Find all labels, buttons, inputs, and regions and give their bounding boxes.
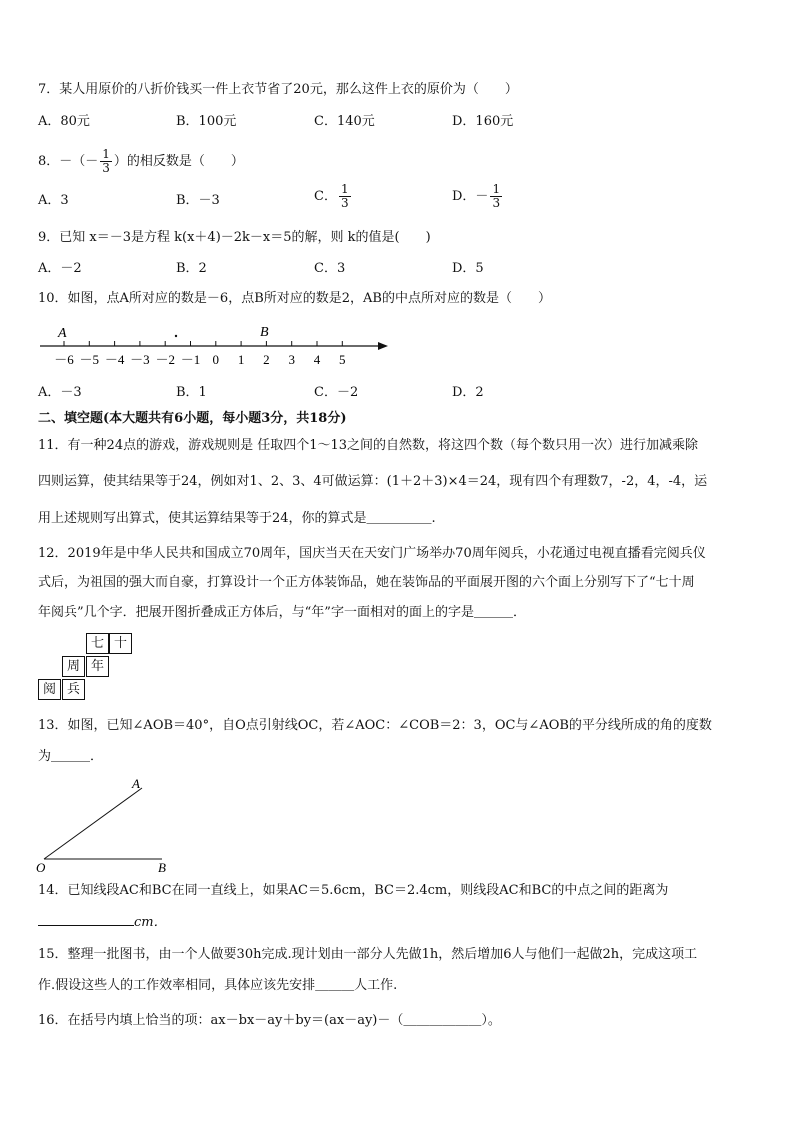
q14-answer-blank: [38, 913, 134, 926]
q16-line1: 16．在括号内填上恰当的项：ax－bx－ay＋by＝(ax－ay)－（＿＿＿＿＿＿）。: [38, 1013, 501, 1028]
number-line-tick-label: 2: [263, 352, 270, 367]
q7-stem: 7．某人用原价的八折价钱买一件上衣节省了20元，那么这件上衣的原价为（ ）: [38, 82, 518, 97]
number-line-ticks: [54, 341, 345, 367]
number-line-tick-label: 5: [339, 352, 346, 367]
q10-option-a: A．－3: [38, 385, 82, 400]
cube-face-qi: 七: [86, 633, 109, 654]
q7-option-a: A．80元: [38, 114, 90, 129]
q10-option-d: D．2: [452, 385, 484, 400]
angle-figure: [30, 770, 190, 880]
q8-option-d-fraction: [490, 183, 502, 210]
q9-option-c: C．3: [314, 261, 346, 276]
point-a-label: A: [58, 326, 67, 341]
number-line-tick-label: －6: [54, 352, 74, 367]
q14-line2: [38, 913, 167, 932]
q10-option-b: B．1: [176, 385, 207, 400]
q12-line2: 式后，为祖国的强大而自豪，打算设计一个正方体装饰品，她在装饰品的平面展开图的六个面上分别写下了“七十周: [38, 575, 695, 590]
q15-line2: 作.假设这些人的工作效率相同，具体应该先安排＿＿＿人工作.: [38, 978, 398, 993]
q15-line1: 15．整理一批图书，由一个人做要30h完成.现计划由一部分人先做1h，然后增加6人与他们一起做2h，完成这项工: [38, 947, 698, 962]
q12-line3: 年阅兵”几个字．把展开图折叠成正方体后，与“年”字一面相对的面上的字是＿＿＿．: [38, 605, 526, 620]
number-line-arrow: [378, 342, 388, 350]
number-line-tick-label: －2: [155, 352, 175, 367]
q7-option-c: C．140元: [314, 114, 375, 129]
q7-option-d: D．160元: [452, 114, 514, 129]
point-b-label: B: [260, 325, 269, 340]
number-line: [38, 322, 398, 372]
ray-oa: [44, 788, 142, 859]
cube-face-shi: 十: [109, 633, 132, 654]
q13-line1: 13．如图，已知∠AOB＝40°，自O点引射线OC，若∠AOC：∠COB＝2：3，OC与∠AOB的平分线所成的角的度数: [38, 718, 712, 733]
number-line-tick-label: 0: [212, 352, 220, 367]
q8-option-c-fraction: [339, 183, 351, 210]
q8-option-c-den: 3: [340, 196, 349, 210]
q14-unit: cm．: [134, 915, 167, 930]
cube-face-yue: 阅: [38, 679, 61, 700]
q8-stem: [38, 148, 244, 175]
q14-line1: 14．已知线段AC和BC在同一直线上，如果AC＝5.6cm，BC＝2.4cm，则线段AC和BC的中点之间的距离为: [38, 883, 669, 898]
q8-option-d-label: D．－: [452, 189, 489, 204]
number-line-tick-label: －1: [180, 352, 201, 367]
q8-fraction-num: 1: [102, 147, 110, 161]
number-line-tick-label: －4: [104, 352, 125, 367]
number-line-tick-label: 3: [288, 352, 295, 367]
label-o: O: [36, 860, 46, 875]
q11-line1: 11．有一种24点的游戏，游戏规则是 任取四个1～13之间的自然数，将这四个数（每个数只用一次）进行加减乘除: [38, 438, 699, 453]
cube-face-nian: 年: [86, 656, 109, 677]
q8-fraction: [100, 148, 112, 175]
q11-line2: 四则运算，使其结果等于24，例如对1、2、3、4可做运算：(1＋2＋3)×4＝24，现有四个有理数7，-2，4，-4，运: [38, 474, 708, 489]
number-line-tick-label: －5: [79, 352, 100, 367]
q8-option-d-num: 1: [492, 182, 501, 196]
q9-stem: 9．已知 x＝－3是方程 k(x＋4)－2k－x＝5的解，则 k的值是( ): [38, 230, 431, 245]
q8-fraction-den: 3: [102, 161, 110, 175]
q9-option-d: D．5: [452, 261, 484, 276]
q8-option-c-num: 1: [340, 182, 349, 196]
number-line-tick-label: 1: [237, 352, 245, 367]
label-a: A: [132, 776, 140, 791]
cube-face-zhou: 周: [62, 656, 85, 677]
q9-option-a: A．－2: [38, 261, 82, 276]
q10-option-c: C．－2: [314, 385, 359, 400]
q11-line3: 用上述规则写出算式，使其运算结果等于24，你的算式是＿＿＿＿＿.: [38, 511, 436, 526]
q8-stem-post: ）的相反数是（ ）: [113, 154, 244, 169]
midpoint-dot: [175, 335, 177, 337]
number-line-tick-label: 4: [313, 352, 321, 367]
q8-stem-pre: 8．－（－: [38, 154, 99, 169]
q8-option-d: [452, 183, 504, 210]
q8-option-c-label: C．: [314, 189, 337, 204]
q8-option-d-den: 3: [492, 196, 501, 210]
cube-face-bing: 兵: [62, 679, 85, 700]
q13-line2: 为＿＿＿．: [38, 749, 104, 764]
q12-line1: 12．2019年是中华人民共和国成立70周年，国庆当天在天安门广场举办70周年阅兵，小花通过电视直播看完阅兵仪: [38, 546, 706, 561]
q7-option-b: B．100元: [176, 114, 237, 129]
section-2-heading: 二、填空题(本大题共有6小题，每小题3分，共18分): [38, 411, 347, 426]
q9-option-b: B．2: [176, 261, 207, 276]
number-line-tick-label: －3: [130, 352, 150, 367]
q8-option-c: [314, 183, 353, 210]
q8-option-b: B．－3: [176, 193, 220, 208]
label-b: B: [158, 860, 166, 875]
q10-stem: 10．如图，点A所对应的数是－6，点B所对应的数是2，AB的中点所对应的数是（ ）: [38, 291, 551, 306]
q8-option-a: A．3: [38, 193, 69, 208]
